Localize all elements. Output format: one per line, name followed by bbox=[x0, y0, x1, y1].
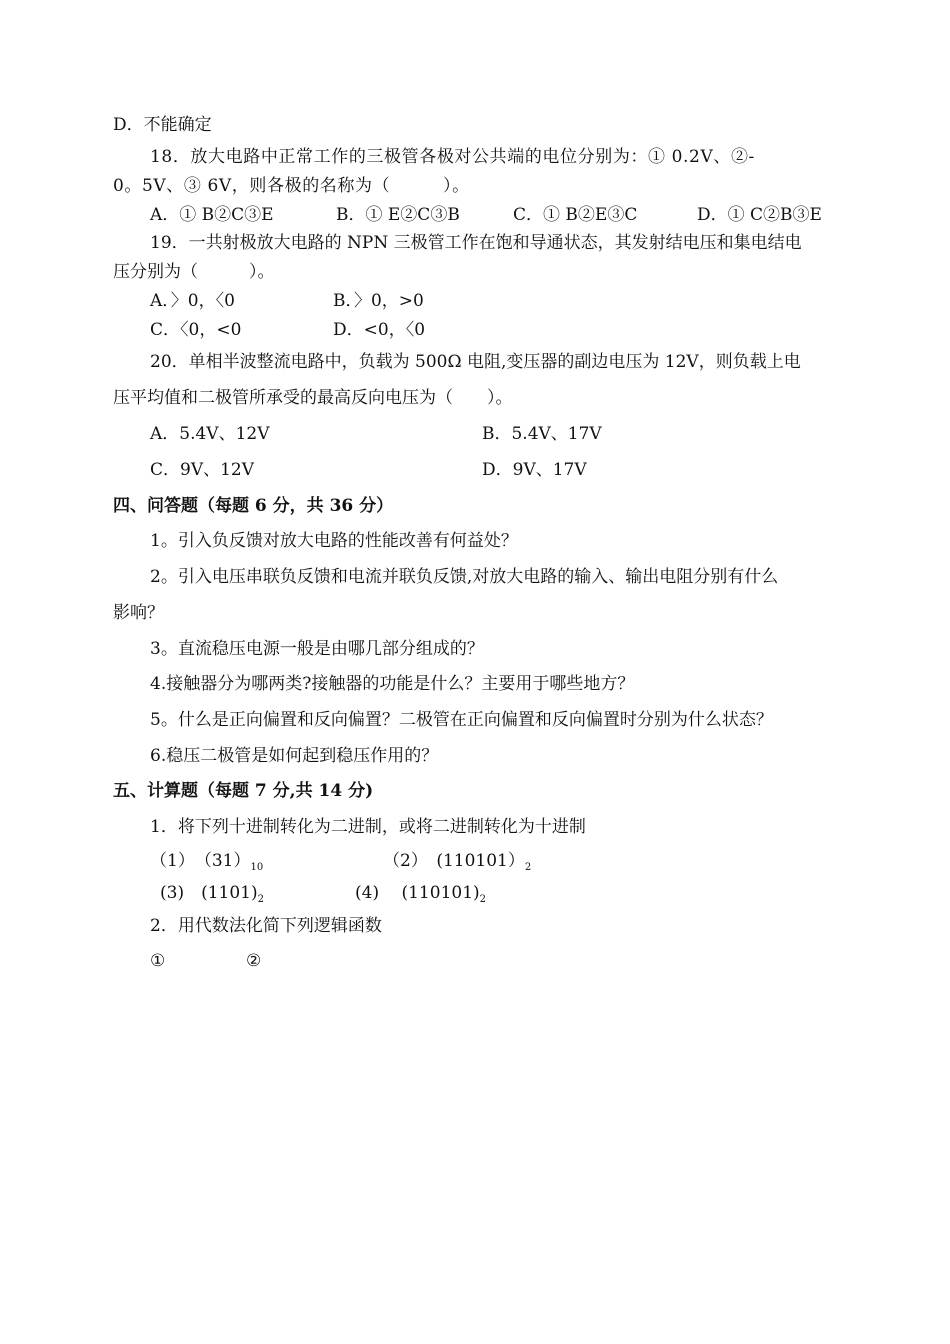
question-19-option-d: D．<0，〈0 bbox=[333, 320, 426, 340]
conversion-item-1-base: 10 bbox=[250, 862, 264, 873]
question-18-option-a: A．① B②C③E bbox=[150, 205, 274, 225]
section-5-question-1: 1．将下列十进制转化为二进制，或将二进制转化为十进制 bbox=[150, 817, 586, 837]
question-20-line-1: 20．单相半波整流电路中，负载为 500Ω 电阻,变压器的副边电压为 12V，则负载上电 bbox=[150, 352, 801, 372]
section-4-question-1: 1。引入负反馈对放大电路的性能改善有何益处？ bbox=[150, 531, 518, 551]
section-4-heading: 四、问答题（每题 6 分，共 36 分） bbox=[113, 496, 394, 516]
question-20-option-c: C．9V、12V bbox=[150, 460, 255, 480]
section-4-question-2-line-1: 2。引入电压串联负反馈和电流并联负反馈,对放大电路的输入、输出电阻分别有什么 bbox=[150, 567, 779, 587]
conversion-item-2-text: （2） (110101） bbox=[383, 851, 525, 871]
conversion-item-3-text: (3) (1101) bbox=[160, 883, 258, 903]
question-19-option-b: B．〉0，>0 bbox=[333, 291, 424, 311]
question-19-line-2: 压分别为（ ）。 bbox=[113, 262, 275, 282]
question-20-option-b: B．5.4V、17V bbox=[482, 424, 602, 444]
section-4-question-5: 5。什么是正向偏置和反向偏置？二极管在正向偏置和反向偏置时分别为什么状态？ bbox=[150, 710, 773, 730]
question-20-option-a: A．5.4V、12V bbox=[150, 424, 270, 444]
conversion-item-3-base: 2 bbox=[257, 894, 264, 905]
question-20-option-d: D．9V、17V bbox=[482, 460, 587, 480]
conversion-item-2-base: 2 bbox=[524, 862, 532, 873]
option-d-previous: D．不能确定 bbox=[113, 115, 212, 135]
conversion-item-3 bbox=[160, 881, 264, 912]
section-4-question-6: 6.稳压二极管是如何起到稳压作用的？ bbox=[150, 746, 439, 766]
section-4-question-3: 3。直流稳压电源一般是由哪几部分组成的？ bbox=[150, 639, 484, 659]
question-19-line-1: 19．一共射极放大电路的 NPN 三极管工作在饱和导通状态，其发射结电压和集电结电 bbox=[150, 233, 802, 253]
question-18-option-d: D．① C②B③E bbox=[697, 205, 822, 225]
conversion-item-4-text: (4) (110101) bbox=[355, 883, 480, 903]
conversion-item-4 bbox=[355, 881, 486, 912]
section-5-heading: 五、计算题（每题 7 分,共 14 分) bbox=[113, 781, 374, 801]
question-19-option-a: A．〉0，〈0 bbox=[150, 291, 235, 311]
question-18-line-1: 18．放大电路中正常工作的三极管各极对公共端的电位分别为：① 0.2V、②- bbox=[150, 147, 755, 167]
conversion-item-1 bbox=[150, 849, 263, 880]
question-19-option-c: C．〈0，<0 bbox=[150, 320, 242, 340]
conversion-item-1-text: （1） （31） bbox=[150, 851, 251, 871]
conversion-item-4-base: 2 bbox=[479, 894, 487, 905]
question-18-line-2: 0。5V、③ 6V，则各极的名称为（ ）。 bbox=[113, 176, 470, 196]
conversion-item-2 bbox=[383, 849, 531, 880]
section-4-question-2-line-2: 影响？ bbox=[113, 603, 164, 623]
question-18-option-b: B．① E②C③B bbox=[336, 205, 460, 225]
section-5-question-2: 2．用代数法化简下列逻辑函数 bbox=[150, 916, 382, 936]
question-20-line-2: 压平均值和二极管所承受的最高反向电压为（ ）。 bbox=[113, 388, 513, 408]
question-18-option-c: C．① B②E③C bbox=[513, 205, 638, 225]
logic-function-2-marker: ② bbox=[246, 951, 262, 971]
logic-function-1-marker: ① bbox=[150, 951, 166, 971]
section-4-question-4: 4.接触器分为哪两类?接触器的功能是什么？主要用于哪些地方？ bbox=[150, 674, 635, 694]
